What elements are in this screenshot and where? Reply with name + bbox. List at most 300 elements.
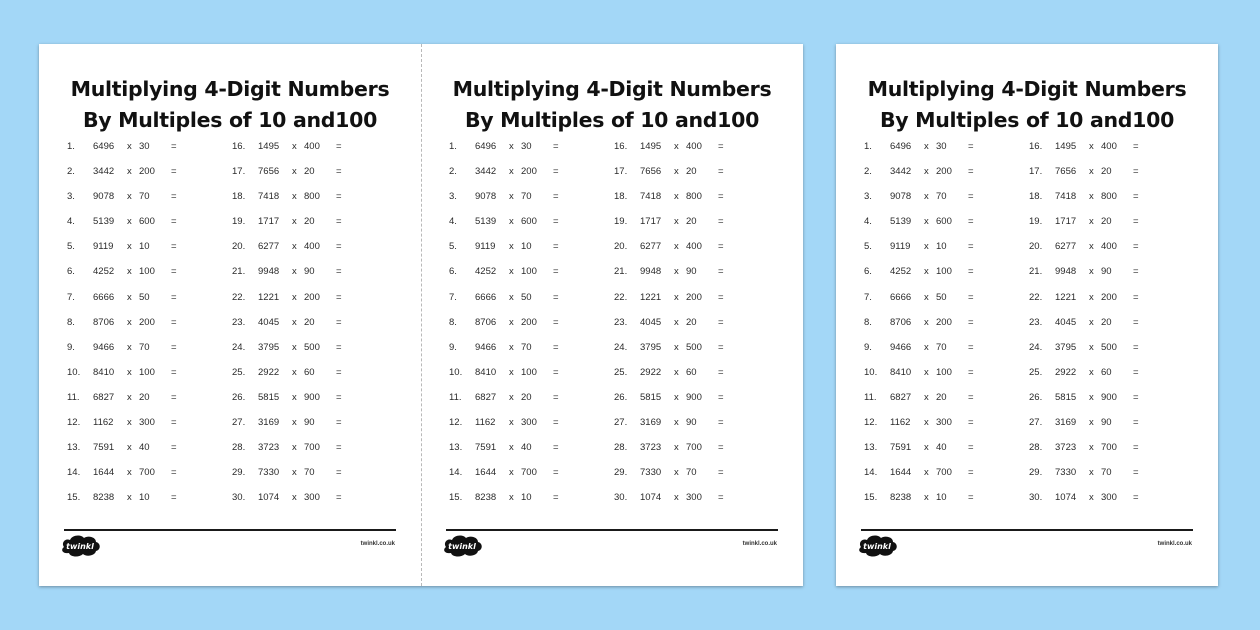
title-line-1: Multiplying 4-Digit Numbers bbox=[70, 77, 390, 101]
equals-sign: = bbox=[171, 492, 177, 504]
question-multiplier: 600 bbox=[139, 216, 155, 228]
question-multiplicand: 8238 bbox=[890, 492, 912, 504]
question-number: 18. bbox=[1029, 191, 1043, 203]
question-multiplier: 300 bbox=[521, 417, 537, 429]
question-multiplicand: 5139 bbox=[475, 216, 497, 228]
question-number: 17. bbox=[614, 166, 628, 178]
question-multiplier: 100 bbox=[521, 266, 537, 278]
question-multiplier: 70 bbox=[686, 467, 697, 479]
times-sign: x bbox=[1089, 316, 1094, 328]
equals-sign: = bbox=[336, 266, 342, 278]
equals-sign: = bbox=[336, 216, 342, 228]
question-multiplicand: 7418 bbox=[640, 191, 662, 203]
question-multiplier: 90 bbox=[1101, 417, 1112, 429]
question-number: 21. bbox=[614, 266, 628, 278]
worksheet-title bbox=[836, 74, 1218, 136]
equals-sign: = bbox=[553, 391, 559, 403]
question-number: 7. bbox=[67, 291, 75, 303]
times-sign: x bbox=[292, 266, 297, 278]
equals-sign: = bbox=[968, 417, 974, 429]
question-number: 30. bbox=[232, 492, 246, 504]
question-multiplicand: 3169 bbox=[258, 417, 280, 429]
question-multiplicand: 9078 bbox=[475, 191, 497, 203]
question-multiplicand: 7656 bbox=[258, 166, 280, 178]
equals-sign: = bbox=[1133, 241, 1139, 253]
equals-sign: = bbox=[718, 141, 724, 152]
equals-sign: = bbox=[171, 241, 177, 253]
question-multiplicand: 8410 bbox=[93, 366, 115, 378]
equals-sign: = bbox=[718, 241, 724, 253]
times-sign: x bbox=[674, 492, 679, 504]
times-sign: x bbox=[292, 141, 297, 152]
question-multiplier: 700 bbox=[686, 442, 702, 454]
equals-sign: = bbox=[336, 492, 342, 504]
question-number: 16. bbox=[232, 141, 246, 152]
question-number: 20. bbox=[232, 241, 246, 253]
times-sign: x bbox=[127, 316, 132, 328]
equals-sign: = bbox=[553, 417, 559, 429]
question-multiplier: 70 bbox=[139, 341, 150, 353]
question-multiplier: 100 bbox=[936, 366, 952, 378]
worksheet-page bbox=[421, 44, 803, 586]
equals-sign: = bbox=[336, 467, 342, 479]
question-number: 5. bbox=[449, 241, 457, 253]
question-multiplicand: 2922 bbox=[1055, 366, 1077, 378]
question-multiplicand: 1717 bbox=[1055, 216, 1077, 228]
equals-sign: = bbox=[718, 291, 724, 303]
equals-sign: = bbox=[336, 366, 342, 378]
equals-sign: = bbox=[968, 442, 974, 454]
question-multiplier: 100 bbox=[936, 266, 952, 278]
equals-sign: = bbox=[171, 266, 177, 278]
question-multiplicand: 3795 bbox=[1055, 341, 1077, 353]
question-number: 2. bbox=[449, 166, 457, 178]
question-multiplicand: 2922 bbox=[640, 366, 662, 378]
times-sign: x bbox=[1089, 191, 1094, 203]
equals-sign: = bbox=[336, 141, 342, 152]
question-number: 10. bbox=[67, 366, 81, 378]
question-number: 24. bbox=[1029, 341, 1043, 353]
times-sign: x bbox=[127, 391, 132, 403]
question-number: 4. bbox=[864, 216, 872, 228]
question-multiplicand: 3723 bbox=[640, 442, 662, 454]
question-multiplicand: 9119 bbox=[93, 241, 114, 253]
times-sign: x bbox=[1089, 442, 1094, 454]
question-multiplier: 20 bbox=[1101, 316, 1112, 328]
equals-sign: = bbox=[968, 141, 974, 152]
equals-sign: = bbox=[171, 291, 177, 303]
question-multiplicand: 1495 bbox=[640, 141, 662, 152]
equals-sign: = bbox=[968, 316, 974, 328]
question-multiplicand: 1221 bbox=[640, 291, 662, 303]
question-multiplier: 50 bbox=[936, 291, 947, 303]
question-number: 23. bbox=[1029, 316, 1043, 328]
times-sign: x bbox=[1089, 241, 1094, 253]
equals-sign: = bbox=[718, 442, 724, 454]
equals-sign: = bbox=[1133, 341, 1139, 353]
equals-sign: = bbox=[718, 266, 724, 278]
equals-sign: = bbox=[336, 417, 342, 429]
footer-site-url: twinkl.co.uk bbox=[742, 541, 777, 547]
equals-sign: = bbox=[171, 141, 177, 152]
title-line-2: By Multiples of 10 and100 bbox=[879, 108, 1175, 132]
question-number: 27. bbox=[232, 417, 246, 429]
question-number: 26. bbox=[1029, 391, 1043, 403]
question-multiplicand: 6496 bbox=[93, 141, 115, 152]
question-multiplier: 300 bbox=[1101, 492, 1117, 504]
equals-sign: = bbox=[171, 216, 177, 228]
times-sign: x bbox=[509, 467, 514, 479]
equals-sign: = bbox=[1133, 316, 1139, 328]
question-multiplicand: 7330 bbox=[640, 467, 662, 479]
question-multiplicand: 7330 bbox=[258, 467, 280, 479]
worksheet-preview-double bbox=[39, 44, 803, 586]
question-multiplier: 70 bbox=[521, 191, 532, 203]
question-multiplicand: 9948 bbox=[258, 266, 280, 278]
question-multiplicand: 6496 bbox=[475, 141, 497, 152]
times-sign: x bbox=[292, 241, 297, 253]
question-number: 4. bbox=[449, 216, 457, 228]
equals-sign: = bbox=[553, 366, 559, 378]
question-multiplicand: 9078 bbox=[93, 191, 115, 203]
equals-sign: = bbox=[1133, 166, 1139, 178]
question-multiplier: 700 bbox=[304, 442, 320, 454]
question-number: 20. bbox=[1029, 241, 1043, 253]
equals-sign: = bbox=[336, 191, 342, 203]
question-multiplier: 500 bbox=[1101, 341, 1117, 353]
times-sign: x bbox=[292, 191, 297, 203]
question-multiplier: 10 bbox=[139, 492, 150, 504]
question-multiplier: 70 bbox=[139, 191, 150, 203]
times-sign: x bbox=[292, 316, 297, 328]
question-multiplicand: 9466 bbox=[93, 341, 115, 353]
question-multiplier: 900 bbox=[686, 391, 702, 403]
times-sign: x bbox=[509, 191, 514, 203]
question-number: 17. bbox=[1029, 166, 1043, 178]
question-number: 2. bbox=[67, 166, 75, 178]
question-multiplicand: 1162 bbox=[475, 417, 496, 429]
twinkl-logo bbox=[59, 534, 103, 558]
question-multiplicand: 1162 bbox=[93, 417, 114, 429]
question-number: 21. bbox=[1029, 266, 1043, 278]
question-multiplicand: 7591 bbox=[890, 442, 912, 454]
times-sign: x bbox=[127, 341, 132, 353]
times-sign: x bbox=[292, 166, 297, 178]
footer-rule bbox=[446, 529, 778, 531]
question-multiplier: 200 bbox=[936, 166, 952, 178]
equals-sign: = bbox=[336, 391, 342, 403]
question-number: 25. bbox=[232, 366, 246, 378]
times-sign: x bbox=[674, 291, 679, 303]
times-sign: x bbox=[924, 166, 929, 178]
times-sign: x bbox=[1089, 366, 1094, 378]
question-multiplicand: 1074 bbox=[1055, 492, 1077, 504]
title-line-2: By Multiples of 10 and100 bbox=[464, 108, 760, 132]
question-multiplier: 20 bbox=[304, 166, 315, 178]
equals-sign: = bbox=[718, 417, 724, 429]
question-multiplier: 70 bbox=[936, 191, 947, 203]
brand-name: twinkl bbox=[66, 542, 94, 551]
question-multiplier: 90 bbox=[304, 266, 315, 278]
equals-sign: = bbox=[718, 316, 724, 328]
question-number: 21. bbox=[232, 266, 246, 278]
question-multiplier: 100 bbox=[139, 366, 155, 378]
times-sign: x bbox=[674, 366, 679, 378]
question-multiplicand: 1074 bbox=[258, 492, 280, 504]
question-multiplicand: 4045 bbox=[1055, 316, 1077, 328]
question-multiplicand: 8706 bbox=[890, 316, 912, 328]
times-sign: x bbox=[509, 492, 514, 504]
question-multiplicand: 9466 bbox=[890, 341, 912, 353]
times-sign: x bbox=[924, 341, 929, 353]
times-sign: x bbox=[924, 442, 929, 454]
times-sign: x bbox=[127, 492, 132, 504]
question-multiplicand: 6666 bbox=[93, 291, 115, 303]
question-number: 29. bbox=[1029, 467, 1043, 479]
question-multiplier: 20 bbox=[686, 216, 697, 228]
equals-sign: = bbox=[1133, 366, 1139, 378]
question-number: 13. bbox=[864, 442, 878, 454]
question-multiplier: 10 bbox=[139, 241, 150, 253]
question-multiplier: 200 bbox=[304, 291, 320, 303]
question-multiplicand: 9948 bbox=[640, 266, 662, 278]
question-multiplicand: 1644 bbox=[890, 467, 912, 479]
question-multiplier: 200 bbox=[936, 316, 952, 328]
question-multiplier: 200 bbox=[686, 291, 702, 303]
times-sign: x bbox=[674, 341, 679, 353]
question-multiplier: 400 bbox=[686, 241, 702, 253]
equals-sign: = bbox=[1133, 141, 1139, 152]
question-number: 24. bbox=[232, 341, 246, 353]
times-sign: x bbox=[127, 166, 132, 178]
times-sign: x bbox=[127, 366, 132, 378]
question-multiplicand: 6277 bbox=[258, 241, 280, 253]
equals-sign: = bbox=[171, 442, 177, 454]
times-sign: x bbox=[292, 492, 297, 504]
question-number: 25. bbox=[614, 366, 628, 378]
question-multiplier: 20 bbox=[304, 316, 315, 328]
equals-sign: = bbox=[553, 266, 559, 278]
times-sign: x bbox=[674, 266, 679, 278]
equals-sign: = bbox=[171, 366, 177, 378]
question-multiplier: 20 bbox=[936, 391, 947, 403]
question-multiplicand: 2922 bbox=[258, 366, 280, 378]
equals-sign: = bbox=[336, 442, 342, 454]
times-sign: x bbox=[924, 492, 929, 504]
question-multiplier: 300 bbox=[304, 492, 320, 504]
times-sign: x bbox=[509, 241, 514, 253]
question-number: 28. bbox=[232, 442, 246, 454]
question-number: 2. bbox=[864, 166, 872, 178]
question-multiplier: 50 bbox=[139, 291, 150, 303]
equals-sign: = bbox=[171, 316, 177, 328]
question-multiplier: 90 bbox=[686, 417, 697, 429]
times-sign: x bbox=[924, 467, 929, 479]
question-multiplier: 20 bbox=[686, 316, 697, 328]
question-number: 22. bbox=[614, 291, 628, 303]
question-multiplicand: 3723 bbox=[258, 442, 280, 454]
question-multiplier: 800 bbox=[304, 191, 320, 203]
times-sign: x bbox=[127, 191, 132, 203]
question-number: 10. bbox=[864, 366, 878, 378]
question-number: 8. bbox=[67, 316, 75, 328]
times-sign: x bbox=[924, 417, 929, 429]
question-multiplicand: 3442 bbox=[93, 166, 115, 178]
question-multiplier: 700 bbox=[1101, 442, 1117, 454]
question-number: 9. bbox=[449, 341, 457, 353]
times-sign: x bbox=[674, 316, 679, 328]
question-multiplier: 300 bbox=[139, 417, 155, 429]
question-number: 6. bbox=[449, 266, 457, 278]
times-sign: x bbox=[1089, 291, 1094, 303]
question-number: 12. bbox=[67, 417, 81, 429]
question-multiplier: 50 bbox=[521, 291, 532, 303]
question-multiplicand: 6496 bbox=[890, 141, 912, 152]
question-multiplier: 400 bbox=[686, 141, 702, 152]
question-multiplier: 200 bbox=[139, 316, 155, 328]
equals-sign: = bbox=[171, 391, 177, 403]
equals-sign: = bbox=[553, 442, 559, 454]
question-multiplier: 200 bbox=[1101, 291, 1117, 303]
times-sign: x bbox=[924, 366, 929, 378]
question-number: 25. bbox=[1029, 366, 1043, 378]
question-number: 14. bbox=[67, 467, 81, 479]
question-multiplicand: 7330 bbox=[1055, 467, 1077, 479]
question-number: 15. bbox=[449, 492, 463, 504]
equals-sign: = bbox=[968, 241, 974, 253]
question-number: 6. bbox=[864, 266, 872, 278]
question-number: 18. bbox=[614, 191, 628, 203]
times-sign: x bbox=[509, 291, 514, 303]
equals-sign: = bbox=[718, 366, 724, 378]
question-multiplier: 700 bbox=[936, 467, 952, 479]
question-number: 11. bbox=[864, 391, 877, 403]
twinkl-logo bbox=[856, 534, 900, 558]
title-line-1: Multiplying 4-Digit Numbers bbox=[867, 77, 1187, 101]
times-sign: x bbox=[509, 141, 514, 152]
equals-sign: = bbox=[968, 467, 974, 479]
question-multiplicand: 6666 bbox=[890, 291, 912, 303]
times-sign: x bbox=[674, 141, 679, 152]
equals-sign: = bbox=[968, 391, 974, 403]
question-multiplicand: 3723 bbox=[1055, 442, 1077, 454]
question-number: 10. bbox=[449, 366, 463, 378]
question-multiplicand: 8410 bbox=[890, 366, 912, 378]
times-sign: x bbox=[924, 216, 929, 228]
question-multiplier: 100 bbox=[139, 266, 155, 278]
question-number: 19. bbox=[614, 216, 628, 228]
question-multiplicand: 4252 bbox=[93, 266, 115, 278]
question-multiplier: 900 bbox=[304, 391, 320, 403]
equals-sign: = bbox=[171, 417, 177, 429]
times-sign: x bbox=[292, 417, 297, 429]
question-multiplier: 20 bbox=[139, 391, 150, 403]
question-number: 22. bbox=[232, 291, 246, 303]
question-multiplicand: 3795 bbox=[258, 341, 280, 353]
question-number: 27. bbox=[614, 417, 628, 429]
question-multiplicand: 5139 bbox=[890, 216, 912, 228]
equals-sign: = bbox=[1133, 442, 1139, 454]
question-multiplier: 400 bbox=[1101, 141, 1117, 152]
question-number: 17. bbox=[232, 166, 246, 178]
question-multiplicand: 1495 bbox=[258, 141, 280, 152]
question-multiplicand: 3442 bbox=[475, 166, 497, 178]
equals-sign: = bbox=[718, 391, 724, 403]
question-multiplicand: 7418 bbox=[258, 191, 280, 203]
question-multiplicand: 3795 bbox=[640, 341, 662, 353]
equals-sign: = bbox=[336, 291, 342, 303]
question-multiplicand: 8238 bbox=[93, 492, 115, 504]
question-multiplicand: 1074 bbox=[640, 492, 662, 504]
question-multiplier: 200 bbox=[521, 166, 537, 178]
question-multiplier: 10 bbox=[521, 492, 532, 504]
footer-site-url: twinkl.co.uk bbox=[360, 541, 395, 547]
question-multiplicand: 6827 bbox=[890, 391, 912, 403]
question-number: 15. bbox=[67, 492, 81, 504]
equals-sign: = bbox=[171, 341, 177, 353]
equals-sign: = bbox=[553, 291, 559, 303]
question-number: 12. bbox=[449, 417, 463, 429]
times-sign: x bbox=[127, 417, 132, 429]
question-multiplier: 60 bbox=[686, 366, 697, 378]
question-number: 5. bbox=[864, 241, 872, 253]
equals-sign: = bbox=[1133, 492, 1139, 504]
question-number: 3. bbox=[864, 191, 872, 203]
question-number: 7. bbox=[449, 291, 457, 303]
equals-sign: = bbox=[553, 191, 559, 203]
question-number: 8. bbox=[449, 316, 457, 328]
question-multiplier: 400 bbox=[304, 241, 320, 253]
question-multiplicand: 5139 bbox=[93, 216, 115, 228]
times-sign: x bbox=[127, 291, 132, 303]
question-multiplier: 70 bbox=[936, 341, 947, 353]
question-multiplicand: 7656 bbox=[1055, 166, 1077, 178]
question-multiplicand: 1644 bbox=[475, 467, 497, 479]
equals-sign: = bbox=[968, 266, 974, 278]
question-number: 23. bbox=[232, 316, 246, 328]
equals-sign: = bbox=[1133, 216, 1139, 228]
question-multiplier: 800 bbox=[686, 191, 702, 203]
equals-sign: = bbox=[718, 216, 724, 228]
times-sign: x bbox=[292, 366, 297, 378]
equals-sign: = bbox=[553, 492, 559, 504]
equals-sign: = bbox=[1133, 417, 1139, 429]
question-multiplier: 10 bbox=[521, 241, 532, 253]
question-number: 5. bbox=[67, 241, 75, 253]
question-multiplier: 40 bbox=[521, 442, 532, 454]
question-multiplier: 60 bbox=[1101, 366, 1112, 378]
question-number: 26. bbox=[614, 391, 628, 403]
equals-sign: = bbox=[968, 216, 974, 228]
worksheet-page bbox=[836, 44, 1218, 586]
times-sign: x bbox=[1089, 341, 1094, 353]
equals-sign: = bbox=[553, 141, 559, 152]
question-number: 22. bbox=[1029, 291, 1043, 303]
footer-rule bbox=[64, 529, 396, 531]
question-multiplicand: 1495 bbox=[1055, 141, 1077, 152]
times-sign: x bbox=[674, 191, 679, 203]
times-sign: x bbox=[924, 266, 929, 278]
question-multiplier: 700 bbox=[521, 467, 537, 479]
equals-sign: = bbox=[718, 341, 724, 353]
question-number: 6. bbox=[67, 266, 75, 278]
question-multiplicand: 5815 bbox=[1055, 391, 1077, 403]
times-sign: x bbox=[127, 241, 132, 253]
times-sign: x bbox=[509, 166, 514, 178]
question-multiplicand: 1717 bbox=[258, 216, 280, 228]
times-sign: x bbox=[509, 417, 514, 429]
times-sign: x bbox=[1089, 391, 1094, 403]
